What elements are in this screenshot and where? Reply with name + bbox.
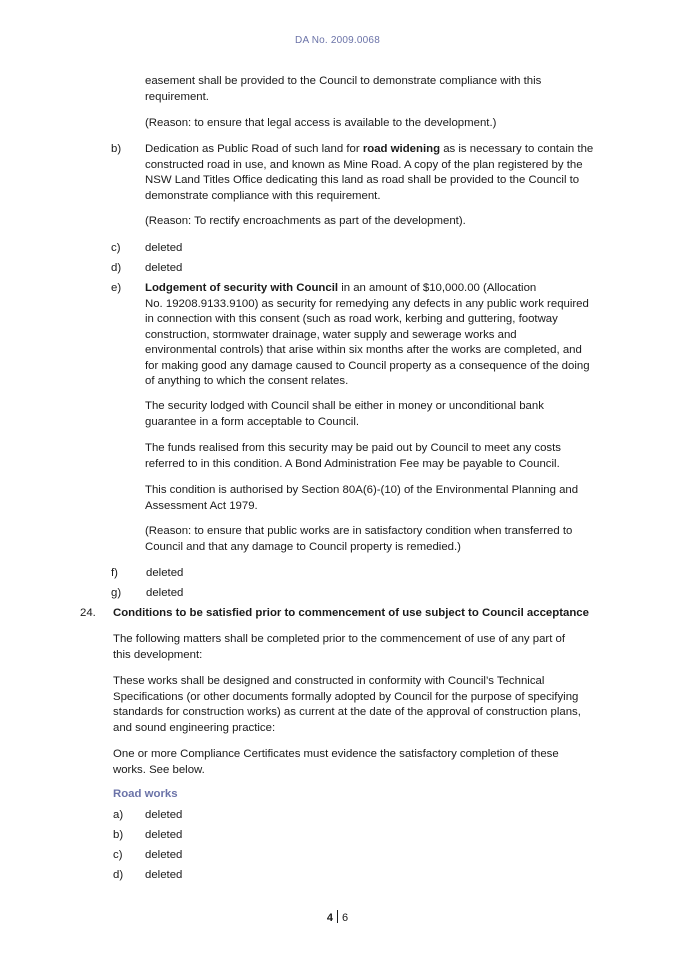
page-footer (0, 910, 675, 926)
list-label: c) (111, 242, 121, 254)
list-label: e) (111, 282, 122, 294)
list-item-text: deleted (146, 587, 184, 599)
paragraph-line: The security lodged with Council shall be either in money or unconditional bank (145, 400, 544, 412)
section-number: 24. (80, 607, 96, 619)
list-item-text: deleted (145, 869, 183, 881)
paragraph-line: guarantee in a form acceptable to Council. (145, 415, 360, 428)
list-item-text: deleted (145, 262, 183, 274)
list-label: f) (111, 567, 118, 579)
paragraph-line: The funds realised from this security may be paid out by Council to meet any costs (145, 442, 561, 454)
list-label: c) (113, 849, 123, 861)
item-b-line: demonstrate compliance with this requirement. (145, 189, 381, 202)
reason-text: (Reason: To rectify encroachments as part of the development). (145, 215, 466, 227)
item-e-line: in connection with this consent (such as road work, kerbing and guttering, footway (145, 313, 558, 325)
paragraph-line: Specifications (or other documents formally adopted by Council for the purpose of specifying (113, 690, 579, 703)
list-label: g) (111, 587, 122, 599)
paragraph-line: referred to in this condition. A Bond Administration Fee may be payable to Council. (145, 457, 560, 470)
item-b-line: Dedication as Public Road of such land for road widening as is necessary to contain the (145, 143, 594, 155)
page-total: 6 (342, 912, 349, 924)
paragraph-line: and sound engineering practice: (113, 721, 276, 734)
item-e-line: No. 19208.9133.9100) as security for remedying any defects in any public work required (145, 297, 589, 310)
item-e-line: construction, stormwater drainage, water supply and sewerage works and (145, 328, 517, 341)
paragraph-line: standards for construction works) as current at the date of the approval of construction plans, (113, 706, 581, 718)
item-b-line: constructed road in use, and known as Mine Road. A copy of the plan registered by the (145, 158, 583, 171)
page-number: 4 (326, 912, 333, 924)
list-item-text: deleted (145, 242, 183, 254)
paragraph-line: This condition is authorised by Section 80A(6)-(10) of the Environmental Planning and (145, 484, 579, 496)
list-item-text: deleted (145, 809, 183, 821)
document-number: DA No. 2009.0068 (295, 35, 380, 46)
paragraph-line: works. See below. (113, 763, 205, 776)
item-e-line: for making good any damage caused to Council property as a consequence of the doing (145, 359, 590, 372)
list-label: b) (113, 829, 124, 841)
reason-text: (Reason: to ensure that legal access is available to the development.) (145, 117, 497, 129)
list-label: d) (111, 262, 122, 274)
item-e-line: Lodgement of security with Council in an amount of $10,000.00 (Allocation (145, 282, 537, 294)
item-e-line: of anything to which the consent relates. (145, 375, 349, 387)
list-label: d) (113, 869, 124, 881)
item-b-line: NSW Land Titles Office dedicating this land as road shall be provided to the Council to (145, 174, 580, 186)
reason-text: (Reason: to ensure that public works are in satisfactory condition when transferred to (145, 525, 573, 537)
list-item-text: deleted (145, 829, 183, 841)
paragraph-line: this development: (113, 648, 203, 661)
section-title: Conditions to be satisfied prior to commencement of use subject to Council acceptance (113, 607, 589, 619)
continuation-line: requirement. (145, 90, 209, 103)
security-heading-bold: Lodgement of security with Council (145, 282, 339, 294)
list-item-text: deleted (146, 567, 184, 579)
reason-text: Council and that any damage to Council property is remedied.) (145, 540, 461, 553)
continuation-line: easement shall be provided to the Council to demonstrate compliance with this (145, 75, 542, 87)
road-works-subheading: Road works (113, 788, 178, 800)
paragraph-line: One or more Compliance Certificates must evidence the satisfactory completion of these (113, 748, 559, 760)
list-label: b) (111, 143, 122, 155)
page-separator (337, 910, 338, 923)
paragraph-line: The following matters shall be completed prior to the commencement of use of any part of (113, 633, 566, 645)
item-e-line: environmental controls) that arise within six months after the works are completed, and (145, 344, 582, 356)
road-widening-bold: road widening (362, 143, 441, 155)
list-label: a) (113, 809, 124, 821)
paragraph-line: Assessment Act 1979. (145, 499, 258, 512)
paragraph-line: These works shall be designed and constructed in conformity with Council’s Technical (113, 675, 545, 687)
list-item-text: deleted (145, 849, 183, 861)
